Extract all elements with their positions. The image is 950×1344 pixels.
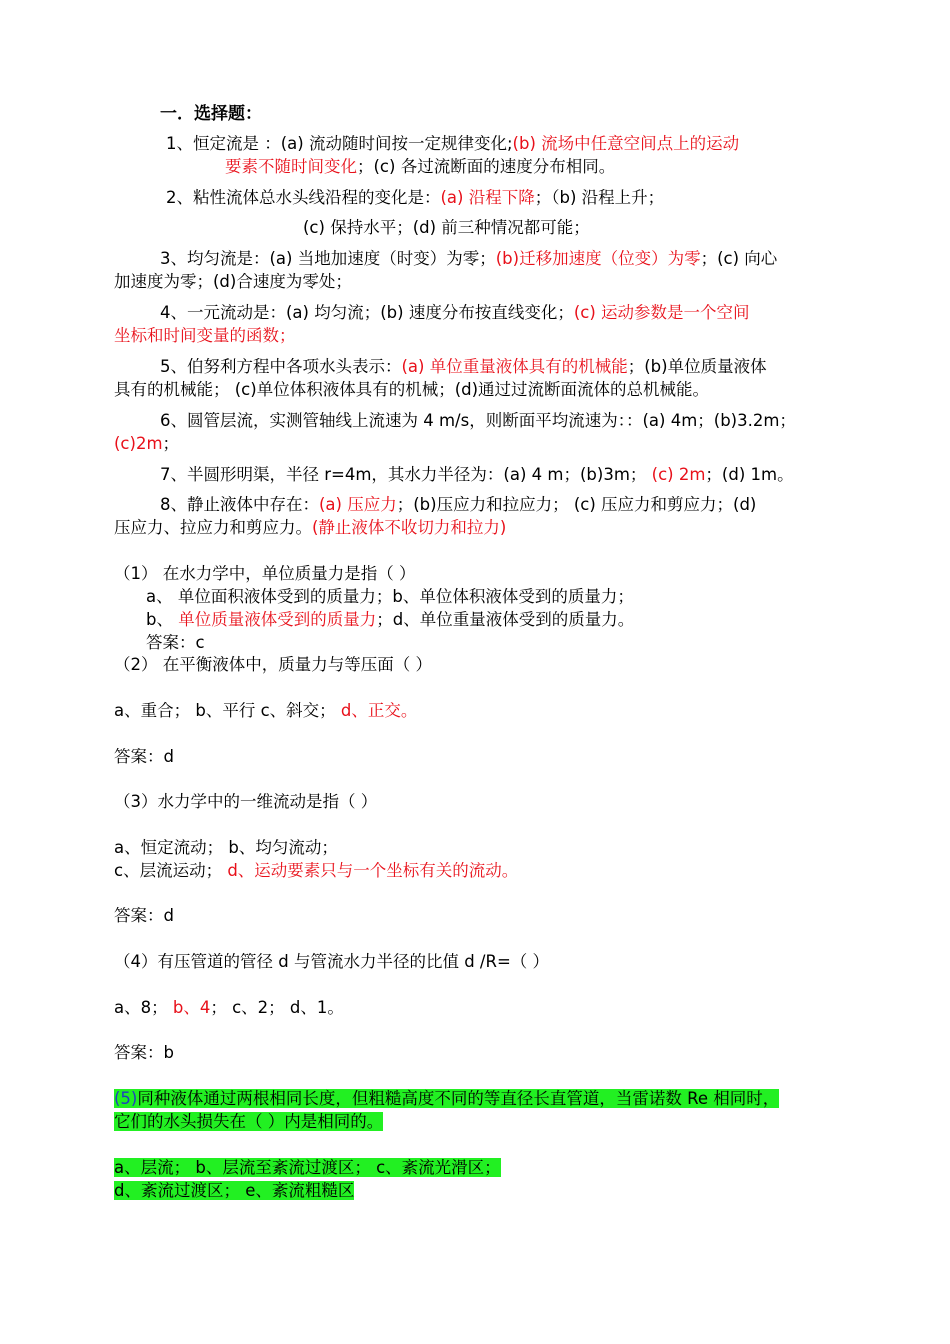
p1-question: （1） 在水力学中，单位质量力是指（ ） (114, 564, 416, 583)
p2-question: （2） 在平衡液体中，质量力与等压面（ ） (114, 655, 432, 674)
p3-question: （3）水力学中的一维流动是指（ ） (114, 792, 378, 811)
p4-question: （4）有压管道的管径 d 与管流水力半径的比值 d /R=（ ） (114, 952, 550, 971)
p3-options-line2: c、层流运动； d、运动要素只与一个坐标有关的流动。 (114, 861, 519, 880)
q4-line2: 坐标和时间变量的函数； (114, 326, 296, 345)
q2-line1: 2、粘性流体总水头线沿程的变化是：(a) 沿程下降；（b) 沿程上升； (166, 188, 665, 207)
q6-line1: 6、圆管层流，实测管轴线上流速为 4 m/s，则断面平均流速为：：(a) 4m；(b)3.2m； (160, 411, 796, 430)
q3-line2: 加速度为零；(d)合速度为零处； (114, 272, 352, 291)
section-title: 一．选择题： (160, 104, 262, 124)
p5-options-line1: a、层流； b、层流至紊流过渡区； c、紊流光滑区； (114, 1158, 501, 1177)
p2-options: a、重合； b、平行 c、斜交； d、正交。 (114, 701, 418, 720)
q7-line1: 7、半圆形明渠，半径 r=4m，其水力半径为：(a) 4 m；(b)3m； (c) 2m；(d) 1m。 (160, 465, 794, 484)
p5-question-line1: (5)同种液体通过两根相同长度，但粗糙高度不同的等直径长直管道，当雷诺数 Re 相同时， (114, 1089, 780, 1108)
q5-line1: 5、伯努利方程中各项水头表示：(a) 单位重量液体具有的机械能；(b)单位质量液体 (160, 357, 767, 376)
p3-options-line1: a、恒定流动； b、均匀流动； (114, 838, 338, 857)
q1-line2: 要素不随时间变化；(c) 各过流断面的速度分布相同。 (225, 157, 616, 176)
q3-line1: 3、均匀流是：(a) 当地加速度（时变）为零；(b)迁移加速度（位变）为零；(c) 向心 (160, 249, 778, 268)
p4-options: a、8； b、4； c、2； d、1。 (114, 998, 344, 1017)
q8-line2: 压应力、拉应力和剪应力。(静止液体不收切力和拉力) (114, 518, 507, 537)
q6-line2: (c)2m； (114, 434, 180, 453)
q2-line2: (c) 保持水平；(d) 前三种情况都可能； (303, 218, 590, 237)
p1-option-b: b、 单位质量液体受到的质量力；d、单位重量液体受到的质量力。 (146, 610, 635, 629)
p3-answer: 答案：d (114, 906, 174, 925)
p5-options-line2: d、紊流过渡区； e、紊流粗糙区 (114, 1181, 355, 1200)
q1-line1: 1、恒定流是 ：(a) 流动随时间按一定规律变化;(b) 流场中任意空间点上的运动 (166, 134, 740, 153)
q4-line1: 4、一元流动是：(a) 均匀流；(b) 速度分布按直线变化；(c) 运动参数是一个空间 (160, 303, 750, 322)
q8-line1: 8、静止液体中存在：(a) 压应力；(b)压应力和拉应力； (c) 压应力和剪应力；(d) (160, 495, 757, 514)
q5-line2: 具有的机械能； (c)单位体积液体具有的机械；(d)通过过流断面流体的总机械能。 (114, 380, 710, 399)
p1-answer: 答案：c (146, 633, 205, 652)
p2-answer: 答案：d (114, 747, 174, 766)
p5-question-line2: 它们的水头损失在（ ）内是相同的。 (114, 1112, 384, 1131)
p1-option-a: a、 单位面积液体受到的质量力；b、单位体积液体受到的质量力； (146, 587, 634, 606)
p4-answer: 答案：b (114, 1043, 174, 1062)
